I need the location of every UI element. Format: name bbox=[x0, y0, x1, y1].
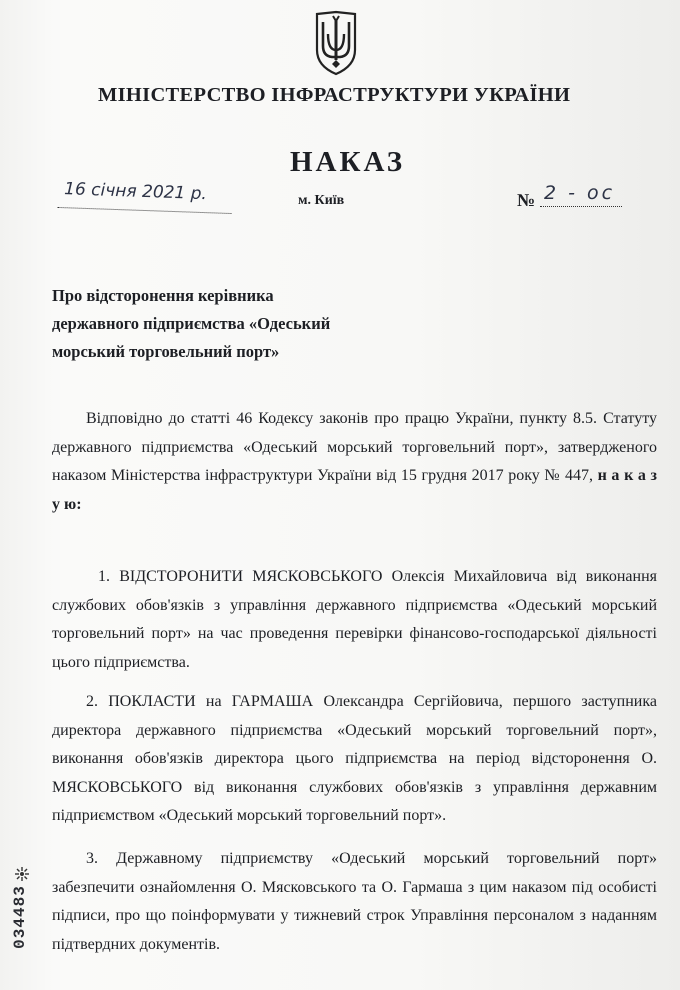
ministry-name: МІНІСТЕРСТВО ІНФРАСТРУКТУРИ УКРАЇНИ bbox=[98, 84, 571, 106]
subject-line-3: морський торговельний порт» bbox=[52, 342, 280, 361]
subject-line-2: державного підприємства «Одеський bbox=[52, 314, 331, 333]
trident-emblem-icon bbox=[314, 10, 358, 76]
city-label: м. Київ bbox=[298, 193, 345, 208]
preamble-paragraph bbox=[52, 405, 657, 519]
subject-line-1: Про відсторонення керівника bbox=[52, 286, 274, 305]
handwritten-date: 16 січня 2021 р. bbox=[58, 179, 233, 214]
preamble-text: Відповідно до статті 46 Кодексу законів про працю України, пункту 8.5. Статуту державного підприємства «Одеський морський торговельний порт», затвердженого наказом Міністерства інфраструктури України від 15 грудня 2017 року № 447, bbox=[52, 410, 657, 484]
order-item-3: 3. Державному підприємству «Одеський морський торговельний порт» забезпечити ознайомлення О. Мясковського та О. Гармаша з цим наказом під особисті підписи, про що поінформувати у тижневий строк Управління персоналом з наданням підтвердних документів. bbox=[52, 850, 657, 953]
document-title: НАКАЗ bbox=[290, 146, 406, 178]
order-item-1: 1. ВІДСТОРОНИТИ МЯСКОВСЬКОГО Олексія Михайловича від виконання службових обов'язків з управління державного підприємства «Одеський морський торговельний порт» на час проведення перевірки фінансово-господарської діяльності цього підприємства. bbox=[52, 568, 657, 671]
order-word: н а к а з у ю: bbox=[52, 467, 657, 513]
order-item-2: 2. ПОКЛАСТИ на ГАРМАША Олександра Сергійовича, першого заступника директора державного підприємства «Одеський морський торговельний порт», виконання обов'язків директора цього підприємства на період відсторонення О. МЯСКОВСЬКОГО від виконання службових обов'язків з управління державним підприємством «Одеський морський торговельний порт». bbox=[52, 693, 657, 824]
handwritten-order-number: 2 - ос bbox=[540, 182, 622, 207]
number-label: № bbox=[517, 190, 536, 210]
serial-number: 034483 bbox=[11, 885, 29, 949]
order-subject bbox=[52, 282, 330, 366]
